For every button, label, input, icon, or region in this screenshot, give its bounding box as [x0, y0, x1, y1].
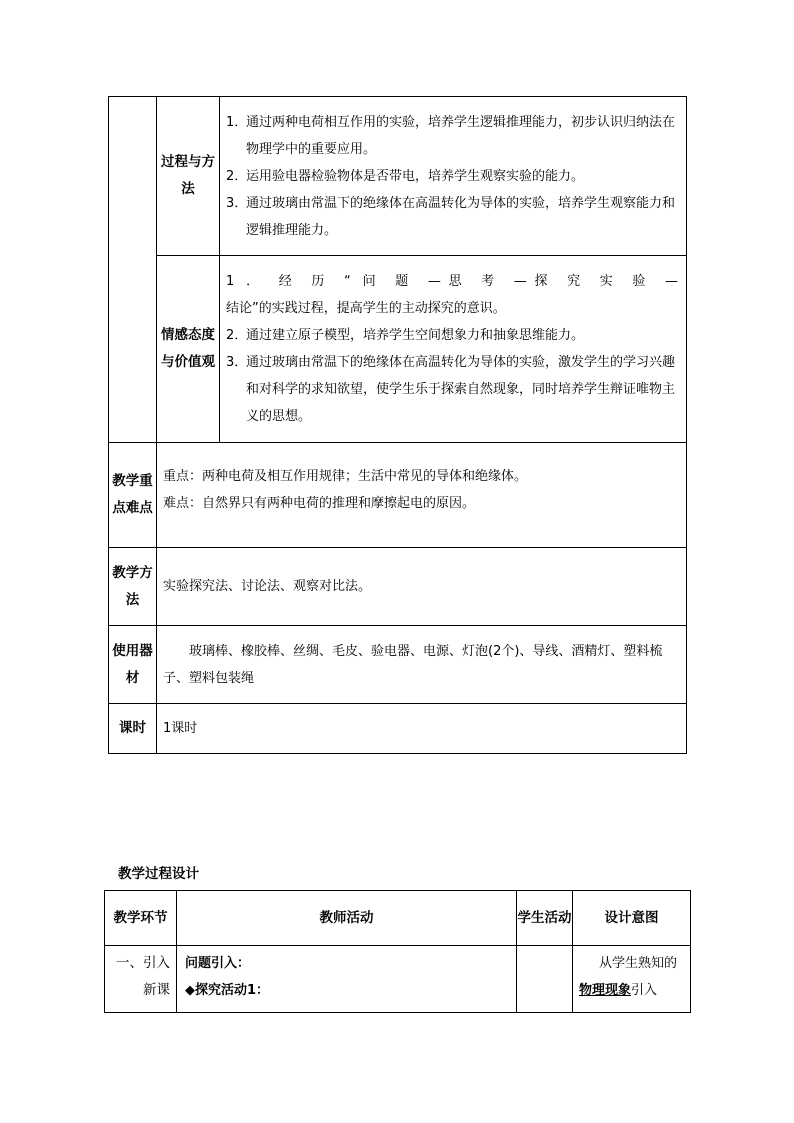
list-item: 3． 通过玻璃由常温下的绝缘体在高温转化为导体的实验，激发学生的学习兴趣和对科学的求知欲望，使学生乐于探索自然现象，同时培养学生辩证唯物主义的思想。	[226, 355, 676, 424]
emotion-attitude-label: 情感态度与价值观	[157, 256, 220, 443]
student-activity-cell	[517, 946, 573, 1013]
equipment-label: 使用器材	[109, 626, 157, 704]
header-stage: 教学环节	[105, 891, 177, 946]
process-method-label: 过程与方法	[157, 97, 220, 256]
class-hours-label: 课时	[109, 704, 157, 754]
process-method-content	[220, 97, 687, 256]
key-points-content	[157, 443, 687, 548]
list-item: 1． 通过两种电荷相互作用的实验，培养学生逻辑推理能力，初步认识归纳法在物理学中的重要应用。	[226, 114, 676, 157]
equipment-content	[157, 626, 687, 704]
key-points-label: 教学重点难点	[109, 443, 157, 548]
class-hours-text: 1课时	[163, 721, 198, 736]
list-item: 2． 运用验电器检验物体是否带电，培养学生观察实验的能力。	[226, 168, 585, 184]
emotion-attitude-content	[220, 256, 687, 443]
list-item: 1 ． 经 历 “ 问 题 —思 考 —探 究 实 验 —	[226, 274, 678, 289]
difficult-point-text: 难点：自然界只有两种电荷的推理和摩擦起电的原因。	[163, 496, 476, 511]
table-row	[105, 946, 691, 1013]
list-item: 3． 通过玻璃由常温下的绝缘体在高温转化为导体的实验，培养学生观察能力和逻辑推理能力。	[226, 195, 676, 238]
teaching-method-label: 教学方法	[109, 548, 157, 626]
list-item-continuation: 结论”的实践过程，提高学生的主动探究的意识。	[226, 301, 506, 316]
teaching-method-text: 实验探究法、讨论法、观察对比法。	[163, 579, 372, 594]
objectives-table	[108, 96, 687, 754]
design-intent-cell: 从学生熟知的物理现象引入	[573, 946, 691, 1013]
key-point-text: 重点：两种电荷及相互作用规律；生活中常见的导体和绝缘体。	[163, 469, 528, 484]
process-table	[104, 890, 691, 1013]
header-student-activity: 学生活动	[517, 891, 573, 946]
teacher-activity-cell: 问题引入： ◆探究活动1：	[177, 946, 517, 1013]
header-teacher-activity: 教师活动	[177, 891, 517, 946]
header-design-intent: 设计意图	[573, 891, 691, 946]
teaching-method-content	[157, 548, 687, 626]
stage-cell: 一、引入新课	[105, 946, 177, 1013]
objectives-merged-cell	[109, 97, 157, 443]
list-item: 2． 通过建立原子模型，培养学生空间想象力和抽象思维能力。	[226, 328, 585, 343]
equipment-text: 玻璃棒、橡胶棒、丝绸、毛皮、验电器、电源、灯泡(2个)、导线、酒精灯、塑料梳子、塑料包装绳	[163, 643, 663, 686]
section-title: 教学过程设计	[118, 866, 199, 882]
class-hours-content	[157, 704, 687, 754]
